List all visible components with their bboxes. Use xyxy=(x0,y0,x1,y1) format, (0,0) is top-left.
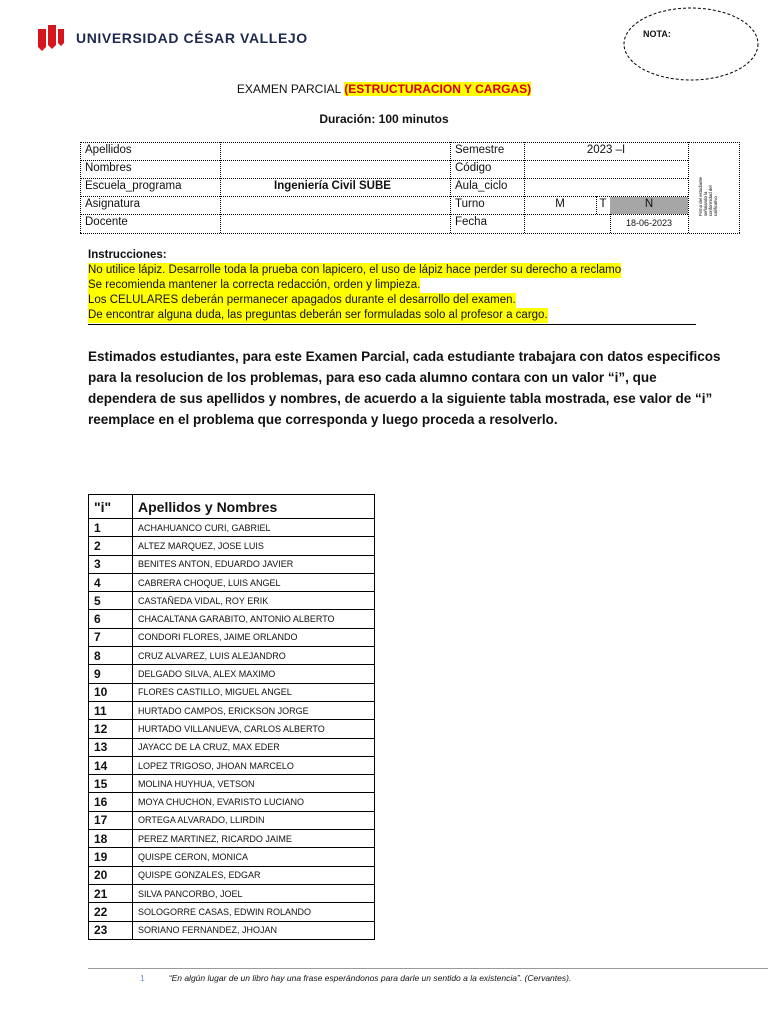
row-index: 4 xyxy=(89,573,133,591)
label-docente: Docente xyxy=(85,216,128,228)
row-index: 6 xyxy=(89,610,133,628)
table-row xyxy=(89,573,375,591)
table-row xyxy=(89,683,375,701)
label-fecha: Fecha xyxy=(455,216,487,228)
row-index: 21 xyxy=(89,884,133,902)
table-row xyxy=(89,921,375,939)
instructions-divider xyxy=(88,324,696,325)
table-row xyxy=(89,610,375,628)
row-index: 3 xyxy=(89,555,133,573)
intro-paragraph: Estimados estudiantes, para este Examen Parcial, cada estudiante trabajara con datos especificos para la resolucion de los problemas, para eso cada alumno contara con un valor “i”, que dependera de sus apellidos y nombres, de acuerdo a la siguiente tabla mostrada, ese valor de “i” reemplace en el problema que corresponda y luego proceda a resolverlo. xyxy=(88,349,721,427)
student-info-table xyxy=(80,142,740,234)
row-student-name: JAYACC DE LA CRUZ, MAX EDER xyxy=(133,738,375,756)
label-apellidos: Apellidos xyxy=(85,144,132,156)
row-student-name: SORIANO FERNANDEZ, JHOJAN xyxy=(133,921,375,939)
table-row xyxy=(89,811,375,829)
university-name: UNIVERSIDAD CÉSAR VALLEJO xyxy=(76,30,308,46)
row-student-name: HURTADO VILLANUEVA, CARLOS ALBERTO xyxy=(133,720,375,738)
row-student-name: HURTADO CAMPOS, ERICKSON JORGE xyxy=(133,701,375,719)
table-row xyxy=(89,903,375,921)
university-logo xyxy=(36,22,308,54)
instruction-line: Los CELULARES deberán permanecer apagados durante el desarrollo del examen. xyxy=(88,294,516,306)
table-row xyxy=(89,647,375,665)
nota-label: NOTA: xyxy=(643,29,671,39)
turno-m: M xyxy=(555,198,565,210)
row-student-name: QUISPE GONZALES, EDGAR xyxy=(133,866,375,884)
table-row xyxy=(89,537,375,555)
table-row xyxy=(89,756,375,774)
title-prefix: EXAMEN PARCIAL xyxy=(236,82,345,96)
label-aula: Aula_ciclo xyxy=(455,180,508,192)
table-row xyxy=(89,775,375,793)
row-student-name: CRUZ ALVAREZ, LUIS ALEJANDRO xyxy=(133,647,375,665)
row-index: 5 xyxy=(89,592,133,610)
footer-divider xyxy=(88,968,768,969)
firma-text: Firma del estudiante señalando la conformidad del calificativo xyxy=(698,177,718,216)
instructions xyxy=(88,248,708,323)
row-student-name: SOLOGORRE CASAS, EDWIN ROLANDO xyxy=(133,903,375,921)
exam-duration: Duración: 100 minutos xyxy=(319,112,449,126)
row-index: 17 xyxy=(89,811,133,829)
row-student-name: PEREZ MARTINEZ, RICARDO JAIME xyxy=(133,830,375,848)
label-turno: Turno xyxy=(455,198,485,210)
row-student-name: ALTEZ MARQUEZ, JOSE LUIS xyxy=(133,537,375,555)
col-i-header: "i" xyxy=(89,495,133,519)
table-row xyxy=(89,519,375,537)
footer-quote: “En algún lugar de un libro hay una frase esperándonos para darle un sentido a la existencia”. (Cervantes). xyxy=(168,973,572,983)
row-index: 16 xyxy=(89,793,133,811)
label-semestre: Semestre xyxy=(455,144,505,156)
table-row xyxy=(89,738,375,756)
table-row xyxy=(89,628,375,646)
page-number: 1 xyxy=(140,973,145,983)
table-row xyxy=(89,866,375,884)
table-row xyxy=(89,830,375,848)
row-index: 11 xyxy=(89,701,133,719)
table-row xyxy=(89,884,375,902)
nota-oval xyxy=(622,6,760,82)
row-index: 23 xyxy=(89,921,133,939)
student-table-header xyxy=(89,495,375,519)
row-index: 2 xyxy=(89,537,133,555)
firma-column xyxy=(688,148,740,228)
row-student-name: BENITES ANTON, EDUARDO JAVIER xyxy=(133,555,375,573)
row-student-name: MOYA CHUCHON, EVARISTO LUCIANO xyxy=(133,793,375,811)
table-row xyxy=(89,592,375,610)
row-index: 19 xyxy=(89,848,133,866)
row-index: 7 xyxy=(89,628,133,646)
title-highlight: (ESTRUCTURACION Y CARGAS) xyxy=(344,82,532,96)
label-escuela: Escuela_programa xyxy=(85,180,182,192)
label-nombres: Nombres xyxy=(85,162,132,174)
label-codigo: Código xyxy=(455,162,492,174)
row-index: 1 xyxy=(89,519,133,537)
instructions-heading: Instrucciones: xyxy=(88,249,167,261)
table-row xyxy=(89,793,375,811)
instruction-line: De encontrar alguna duda, las preguntas deberán ser formuladas solo al profesor a cargo. xyxy=(88,309,548,321)
table-row xyxy=(89,848,375,866)
table-row xyxy=(89,555,375,573)
row-student-name: MOLINA HUYHUA, VETSON xyxy=(133,775,375,793)
row-student-name: CONDORI FLORES, JAIME ORLANDO xyxy=(133,628,375,646)
semestre-value: 2023 –I xyxy=(586,144,626,156)
student-table xyxy=(88,494,375,940)
table-row xyxy=(89,665,375,683)
row-student-name: FLORES CASTILLO, MIGUEL ANGEL xyxy=(133,683,375,701)
row-index: 13 xyxy=(89,738,133,756)
row-student-name: CABRERA CHOQUE, LUIS ANGEL xyxy=(133,573,375,591)
row-student-name: QUISPE CERON, MONICA xyxy=(133,848,375,866)
row-student-name: DELGADO SILVA, ALEX MAXIMO xyxy=(133,665,375,683)
row-index: 14 xyxy=(89,756,133,774)
row-index: 8 xyxy=(89,647,133,665)
row-index: 10 xyxy=(89,683,133,701)
row-student-name: ORTEGA ALVARADO, LLIRDIN xyxy=(133,811,375,829)
escuela-value: Ingeniería Civil SUBE xyxy=(274,180,391,192)
ucv-emblem-icon xyxy=(36,23,66,53)
turno-t: T xyxy=(599,198,607,210)
table-row xyxy=(89,720,375,738)
row-student-name: LOPEZ TRIGOSO, JHOAN MARCELO xyxy=(133,756,375,774)
table-row xyxy=(89,701,375,719)
row-index: 18 xyxy=(89,830,133,848)
row-index: 12 xyxy=(89,720,133,738)
row-index: 22 xyxy=(89,903,133,921)
instruction-line: No utilice lápiz. Desarrolle toda la prueba con lapicero, el uso de lápiz hace perder su derecho a reclamo xyxy=(88,264,622,276)
turno-n: N xyxy=(644,198,654,210)
footer xyxy=(140,973,571,983)
row-index: 9 xyxy=(89,665,133,683)
row-index: 20 xyxy=(89,866,133,884)
label-asignatura: Asignatura xyxy=(85,198,140,210)
row-index: 15 xyxy=(89,775,133,793)
row-student-name: CASTAÑEDA VIDAL, ROY ERIK xyxy=(133,592,375,610)
row-student-name: CHACALTANA GARABITO, ANTONIO ALBERTO xyxy=(133,610,375,628)
col-name-header: Apellidos y Nombres xyxy=(133,495,375,519)
row-student-name: SILVA PANCORBO, JOEL xyxy=(133,884,375,902)
exam-title xyxy=(0,82,768,96)
instruction-line: Se recomienda mantener la correcta redacción, orden y limpieza. xyxy=(88,279,421,291)
fecha-value: 18-06-2023 xyxy=(625,218,673,228)
row-student-name: ACHAHUANCO CURI, GABRIEL xyxy=(133,519,375,537)
